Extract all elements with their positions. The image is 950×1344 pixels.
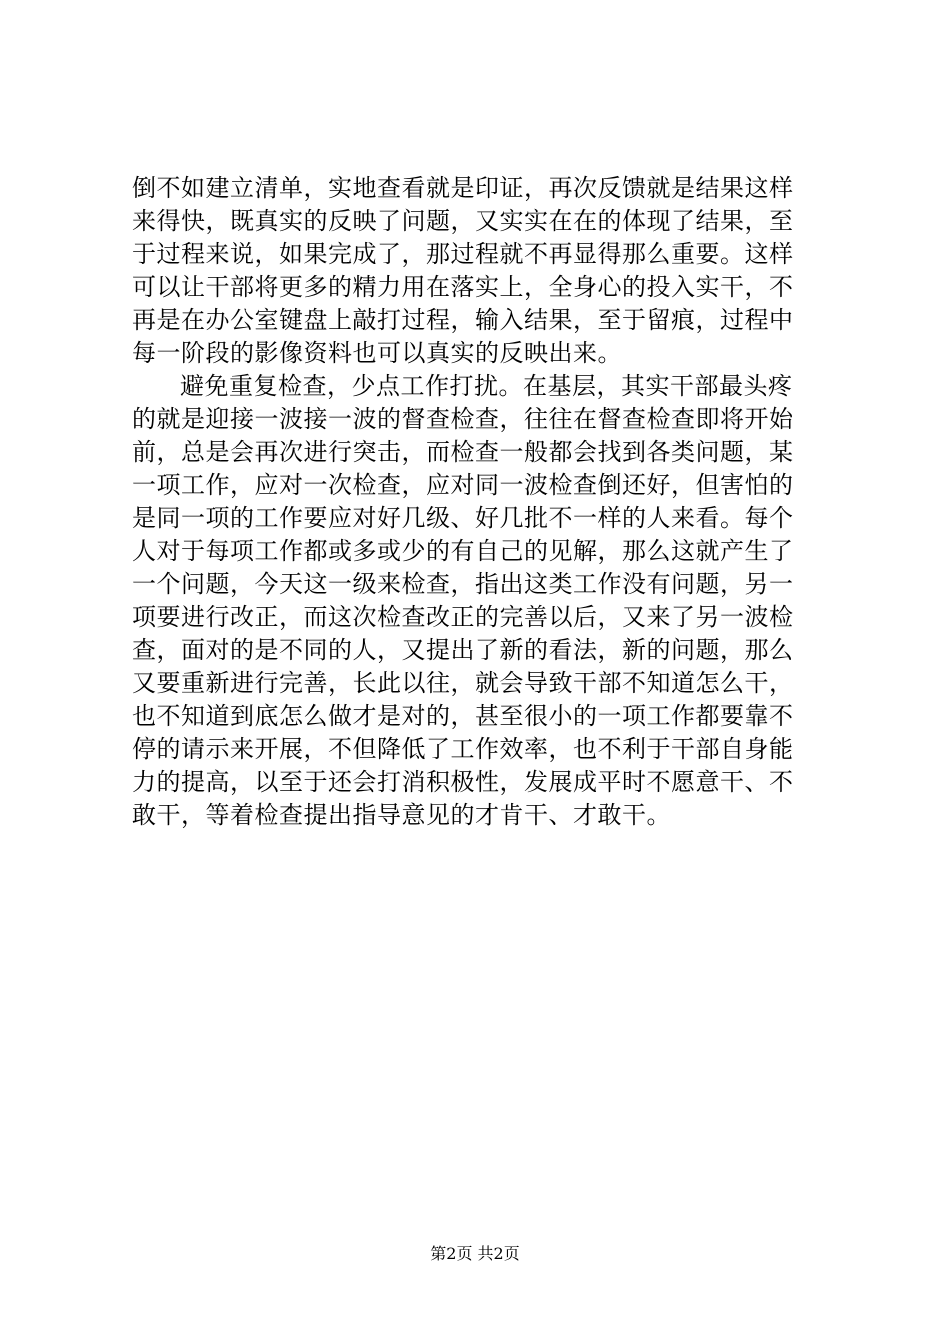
text-line: 的就是迎接一波接一波的督查检查，往往在督查检查即将开始	[132, 405, 794, 433]
text-line: 一项工作，应对一次检查，应对同一波检查倒还好，但害怕的	[132, 471, 794, 499]
text-line: 可以让干部将更多的精力用在落实上，全身心的投入实干，不	[132, 273, 794, 301]
text-line: 是同一项的工作要应对好几级、好几批不一样的人来看。每个	[132, 504, 794, 532]
text-line: 也不知道到底怎么做才是对的，甚至很小的一项工作都要靠不	[132, 702, 794, 730]
text-line: 前，总是会再次进行突击，而检查一般都会找到各类问题，某	[132, 438, 794, 466]
paragraph-first-line: 避免重复检查，少点工作打扰。在基层，其实干部最头疼	[180, 372, 793, 400]
document-body	[132, 172, 822, 832]
text-line: 来得快，既真实的反映了问题，又实实在在的体现了结果，至	[132, 207, 794, 235]
text-line: 每一阶段的影像资料也可以真实的反映出来。	[132, 339, 622, 367]
text-line: 项要进行改正，而这次检查改正的完善以后，又来了另一波检	[132, 603, 794, 631]
text-line: 于过程来说，如果完成了，那过程就不再显得那么重要。这样	[132, 240, 794, 268]
text-line: 停的请示来开展，不但降低了工作效率，也不利于干部自身能	[132, 735, 794, 763]
text-line: 倒不如建立清单，实地查看就是印证，再次反馈就是结果这样	[132, 174, 794, 202]
text-line: 再是在办公室键盘上敲打过程，输入结果，至于留痕，过程中	[132, 306, 794, 334]
text-line: 敢干，等着检查提出指导意见的才肯干、才敢干。	[132, 801, 671, 829]
text-line: 人对于每项工作都或多或少的有自己的见解，那么这就产生了	[132, 537, 794, 565]
page-number-footer: 第2页 共2页	[430, 1244, 520, 1263]
text-line: 力的提高，以至于还会打消积极性，发展成平时不愿意干、不	[132, 768, 794, 796]
text-line: 一个问题，今天这一级来检查，指出这类工作没有问题，另一	[132, 570, 794, 598]
text-line: 又要重新进行完善，长此以往，就会导致干部不知道怎么干，	[132, 669, 794, 697]
text-line: 查，面对的是不同的人，又提出了新的看法，新的问题，那么	[132, 636, 794, 664]
